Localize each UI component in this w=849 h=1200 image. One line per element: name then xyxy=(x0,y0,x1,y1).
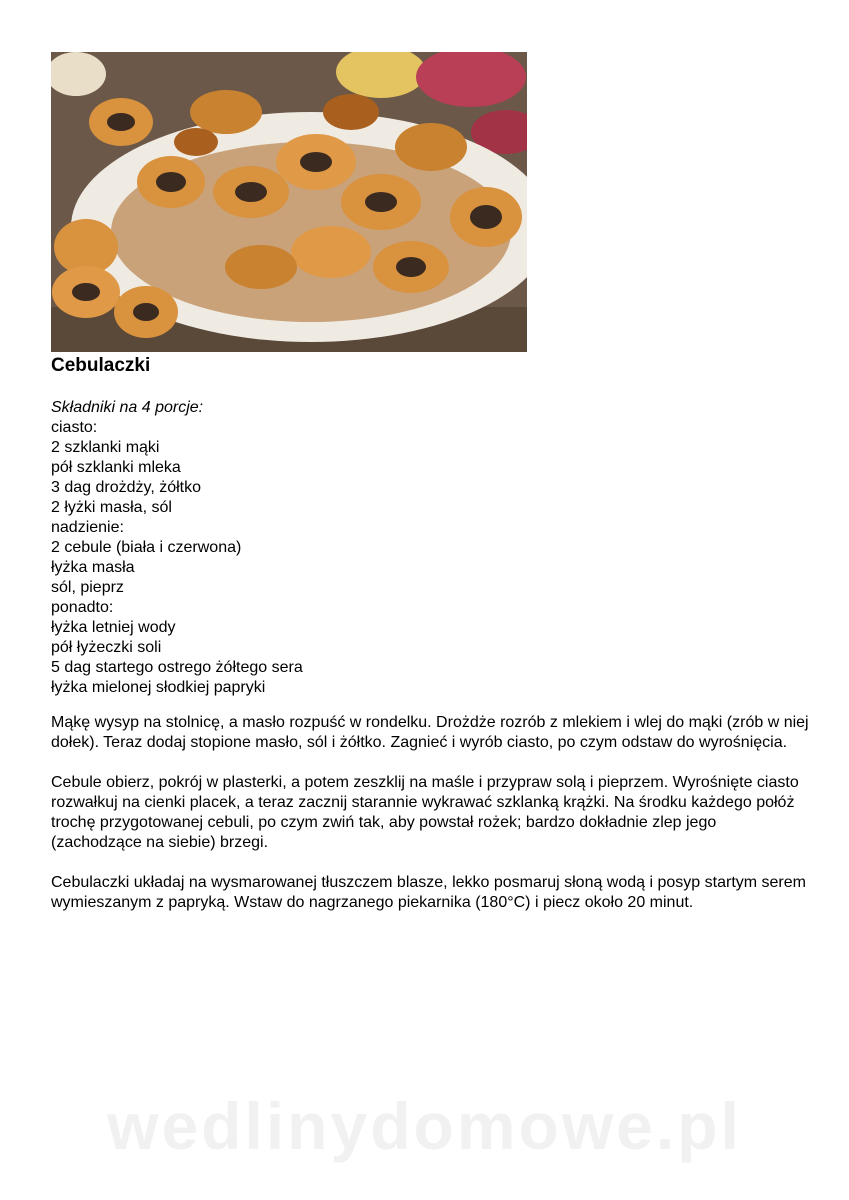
ingredient-line: łyżka letniej wody xyxy=(51,619,176,636)
recipe-title: Cebulaczki xyxy=(51,355,151,376)
ingredient-line: 3 dag drożdży, żółtko xyxy=(51,479,202,496)
ingredient-line: 2 łyżki masła, sól xyxy=(51,499,172,516)
ingredients-heading: Składniki na 4 porcje: xyxy=(51,399,204,416)
ingredient-line: nadzienie: xyxy=(51,519,124,536)
ingredient-line: ciasto: xyxy=(51,419,98,436)
site-watermark: wedlinydomowe.pl xyxy=(107,1089,742,1163)
step-paragraph: Cebulaczki układaj na wysmarowanej tłuszczem blasze, lekko posmaruj słoną wodą i posyp startym serem wymieszanym z papryką. Wstaw do nagrzanego piekarnika (180°C) i piecz około 20 minut. xyxy=(51,874,806,911)
ingredient-line: 2 cebule (biała i czerwona) xyxy=(51,539,242,556)
ingredient-line: pół szklanki mleka xyxy=(51,459,181,476)
step-paragraph: Mąkę wysyp na stolnicę, a masło rozpuść w rondelku. Drożdże rozrób z mlekiem i wlej do mąki (zrób w niej dołek). Teraz dodaj stopione masło, sól i żółtko. Zagnieć i wyrób ciasto, po czym odstaw do wyrośnięcia. xyxy=(51,714,809,751)
ingredient-line: sól, pieprz xyxy=(51,579,124,596)
preparation-steps xyxy=(51,713,811,933)
cebulaczki-photo-illustration xyxy=(51,52,527,352)
ingredient-line: pół łyżeczki soli xyxy=(51,639,162,656)
ingredient-line: ponadto: xyxy=(51,599,114,616)
ingredient-line: łyżka mielonej słodkiej papryki xyxy=(51,679,266,696)
step-paragraph: Cebule obierz, pokrój w plasterki, a potem zeszklij na maśle i przypraw solą i pieprzem. Wyrośnięte ciasto rozwałkuj na cienki placek, a teraz zacznij starannie wykrawać szklanką krążki. Na środku każdego połóż trochę przygotowanej cebuli, po czym zwiń tak, aby powstał rożek; bardzo dokładnie zlep jego (zachodzące na siebie) brzegi. xyxy=(51,774,799,851)
ingredients-list xyxy=(51,398,303,698)
recipe-photo xyxy=(51,52,527,352)
ingredient-line: 5 dag startego ostrego żółtego sera xyxy=(51,659,303,676)
ingredient-line: łyżka masła xyxy=(51,559,135,576)
ingredient-line: 2 szklanki mąki xyxy=(51,439,160,456)
